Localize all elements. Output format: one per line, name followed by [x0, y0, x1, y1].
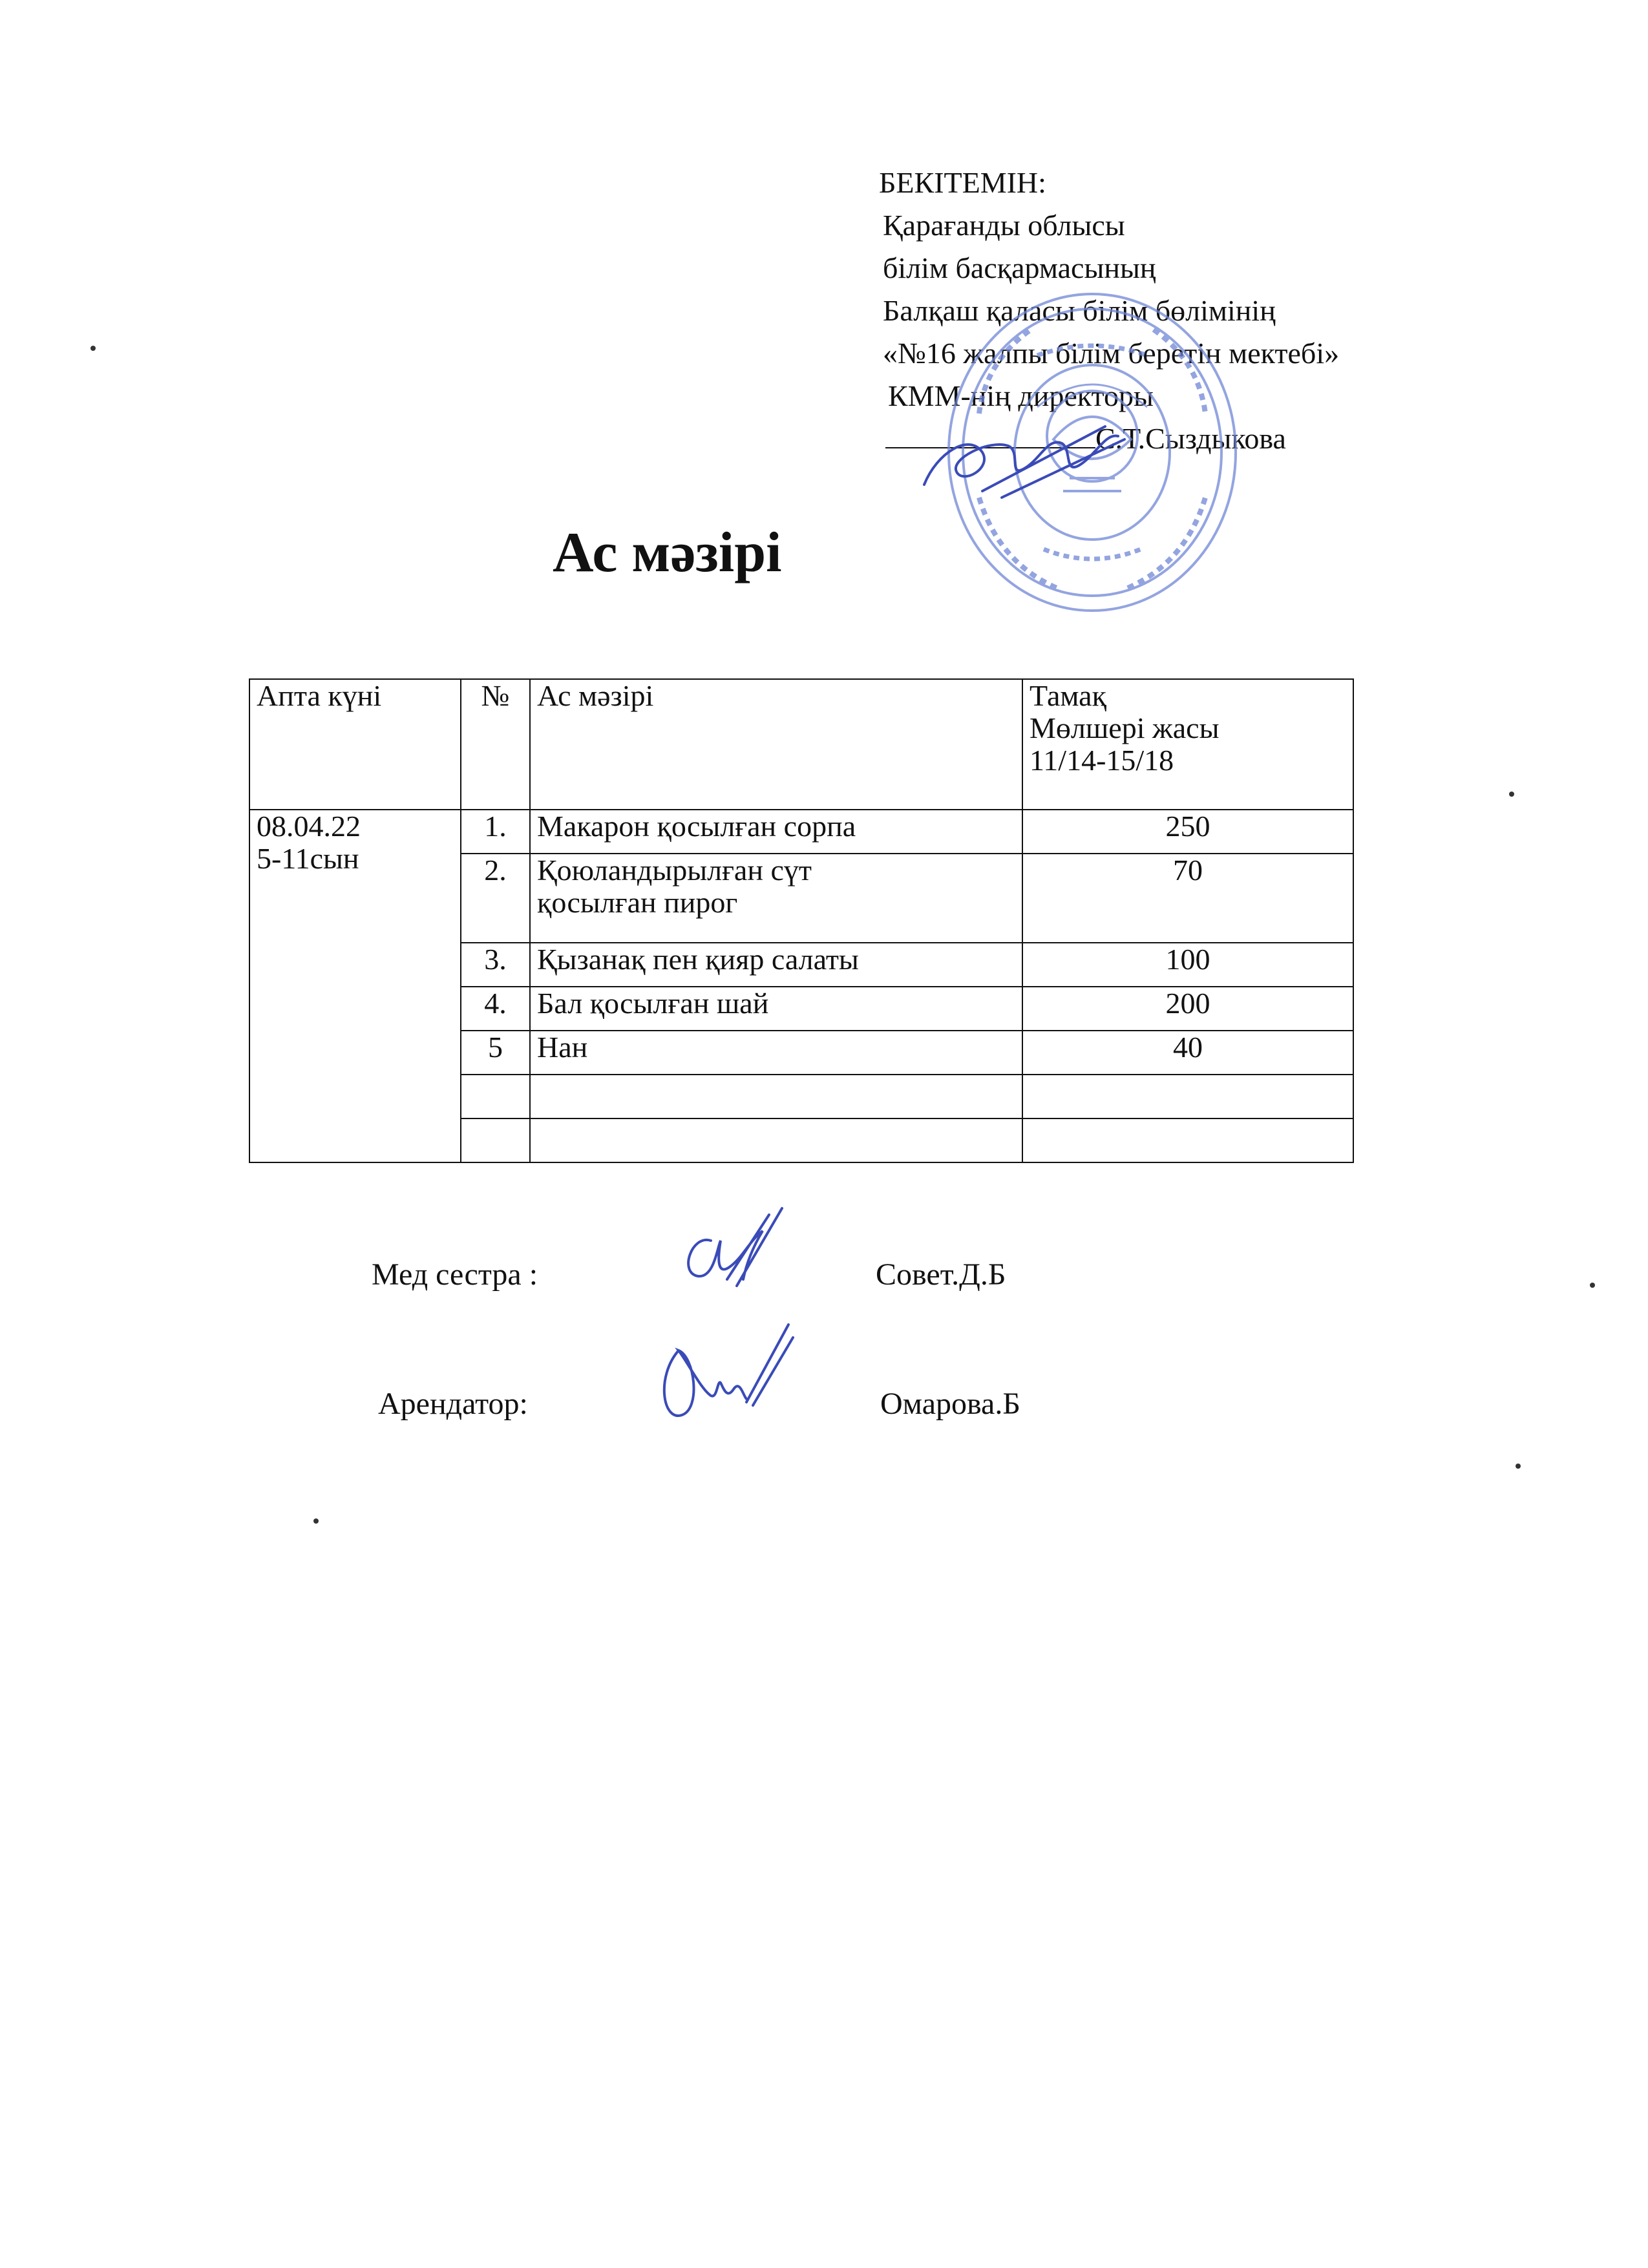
dish-name: Макарон қосылған сорпа: [530, 810, 1022, 854]
scan-speck: [1590, 1283, 1595, 1288]
portion-amount: 200: [1022, 987, 1353, 1031]
director-name: С.Т.Сыздыкова: [1095, 422, 1286, 455]
table-header-row: [249, 679, 1353, 810]
menu-table: [249, 678, 1354, 1163]
row-number: 5: [461, 1031, 530, 1075]
menu-grades: 5-11сын: [257, 842, 359, 875]
approval-position: КММ-нің директоры: [888, 379, 1154, 412]
row-number: 1.: [461, 810, 530, 854]
approval-city-department: Балқаш қаласы білім бөлімінің: [883, 294, 1276, 327]
dish-name: Нан: [530, 1031, 1022, 1075]
tenant-label: Арендатор:: [378, 1387, 528, 1421]
table-row: [249, 810, 1353, 854]
dish-name: [530, 854, 1022, 943]
dish-name-line1: Қоюландырылған сүт: [537, 854, 812, 887]
nurse-name: Совет.Д.Б: [876, 1257, 1006, 1292]
approval-region: Қарағанды облысы: [883, 209, 1125, 242]
director-signature: [911, 414, 1144, 510]
approval-heading: БЕКІТЕМІН:: [879, 166, 1046, 199]
portion-amount: 100: [1022, 943, 1353, 987]
nurse-signature: [666, 1202, 795, 1299]
empty-cell: [530, 1118, 1022, 1162]
empty-cell: [461, 1118, 530, 1162]
approval-school: «№16 жалпы білім беретін мектебі»: [883, 337, 1340, 370]
day-cell: [249, 810, 461, 1162]
header-portion-line3: 11/14-15/18: [1030, 744, 1174, 777]
scan-speck: [1509, 792, 1514, 797]
header-portion: [1022, 679, 1353, 810]
scan-speck: [1516, 1464, 1521, 1469]
row-number: 3.: [461, 943, 530, 987]
row-number: 4.: [461, 987, 530, 1031]
nurse-label: Мед сестра :: [372, 1257, 538, 1292]
header-number: №: [461, 679, 530, 810]
dish-name: Қызанақ пен қияр салаты: [530, 943, 1022, 987]
empty-cell: [1022, 1118, 1353, 1162]
header-portion-line2: Мөлшері жасы: [1030, 711, 1220, 744]
scan-speck: [313, 1518, 319, 1524]
dish-name-line2: қосылған пирог: [537, 886, 738, 919]
header-day: Апта күні: [249, 679, 461, 810]
portion-amount: 40: [1022, 1031, 1353, 1075]
dish-name: Бал қосылған шай: [530, 987, 1022, 1031]
scan-speck: [90, 346, 96, 351]
row-number: 2.: [461, 854, 530, 943]
portion-amount: 70: [1022, 854, 1353, 943]
tenant-name: Омарова.Б: [880, 1387, 1020, 1421]
page-title: Ас мәзірі: [553, 521, 782, 584]
menu-date: 08.04.22: [257, 810, 361, 843]
header-menu: Ас мәзірі: [530, 679, 1022, 810]
header-portion-line1: Тамақ: [1030, 679, 1106, 712]
tenant-signature: [650, 1318, 798, 1434]
portion-amount: 250: [1022, 810, 1353, 854]
empty-cell: [530, 1075, 1022, 1118]
empty-cell: [461, 1075, 530, 1118]
empty-cell: [1022, 1075, 1353, 1118]
approval-department: білім басқармасының: [883, 251, 1156, 284]
